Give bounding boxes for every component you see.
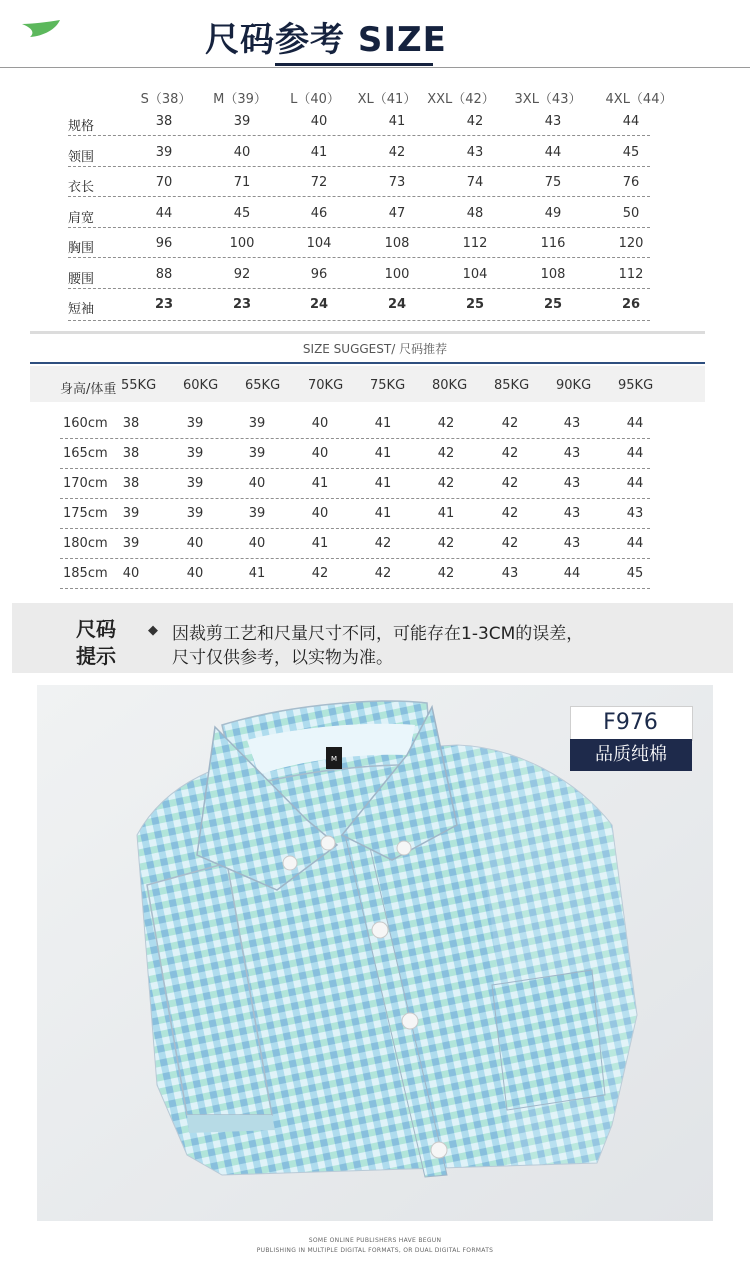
size-cell: 25 [465,297,485,312]
weight-column-header: 60KG [183,378,219,393]
row-divider [60,468,650,469]
suggest-cell: 42 [437,566,455,581]
size-row-label: 规格 [68,119,95,134]
size-cell: 23 [232,297,252,312]
size-column-header: XL（41） [357,92,417,107]
size-cell: 92 [233,267,251,282]
size-cell: 116 [540,236,566,251]
size-cell: 41 [310,145,328,160]
suggest-cell: 42 [501,476,519,491]
size-cell: 72 [310,175,328,190]
suggest-cell: 40 [311,416,329,431]
suggest-cell: 42 [437,536,455,551]
suggest-cell: 41 [311,476,329,491]
shirt-size-tag: M [330,755,338,763]
size-cell: 47 [388,206,406,221]
suggest-cell: 40 [311,446,329,461]
weight-column-header: 80KG [432,378,468,393]
size-cell: 108 [540,267,566,282]
suggest-cell: 42 [437,476,455,491]
suggest-corner-label: 身高/体重 [60,382,117,397]
suggest-cell: 39 [186,416,204,431]
size-column-header: 3XL（43） [514,92,582,107]
size-cell: 108 [384,236,410,251]
row-divider [68,196,650,197]
suggest-cell: 42 [501,536,519,551]
weight-column-header: 90KG [556,378,592,393]
suggest-cell: 38 [122,446,140,461]
size-column-header: L（40） [290,92,340,107]
note-text-line1: 因裁剪工艺和尺量尺寸不同，可能存在1-3CM的误差， [172,624,584,644]
size-cell: 45 [622,145,640,160]
row-divider [60,438,650,439]
suggest-cell: 44 [563,566,581,581]
size-row-label: 肩宽 [68,211,95,226]
suggest-cell: 40 [311,506,329,521]
leaf-logo-icon [22,20,62,38]
size-cell: 88 [155,267,173,282]
size-cell: 42 [388,145,406,160]
title-underline [275,63,433,66]
suggest-cell: 41 [374,446,392,461]
suggest-cell: 38 [122,476,140,491]
row-divider [60,528,650,529]
suggest-cell: 39 [122,536,140,551]
suggest-cell: 40 [248,476,266,491]
note-label-line2: 提示 [76,644,116,668]
suggest-cell: 43 [501,566,519,581]
size-cell: 50 [622,206,640,221]
row-divider [68,166,650,167]
height-row-label: 185cm [63,566,108,581]
suggest-cell: 42 [501,506,519,521]
weight-column-header: 55KG [121,378,157,393]
suggest-cell: 42 [374,566,392,581]
size-cell: 24 [309,297,329,312]
note-label-line1: 尺码 [76,617,116,641]
size-row-label: 短袖 [68,302,95,317]
suggest-cell: 42 [311,566,329,581]
row-divider [60,558,650,559]
size-cell: 41 [388,114,406,129]
size-cell: 23 [154,297,174,312]
row-divider [68,135,650,136]
size-cell: 76 [622,175,640,190]
suggest-cell: 41 [437,506,455,521]
size-row-label: 胸围 [68,241,95,256]
suggest-cell: 44 [626,536,644,551]
size-cell: 43 [466,145,484,160]
row-divider [68,257,650,258]
suggest-cell: 41 [374,506,392,521]
size-cell: 40 [310,114,328,129]
section-divider [30,331,705,334]
suggest-cell: 43 [563,446,581,461]
size-cell: 49 [544,206,562,221]
suggest-cell: 42 [374,536,392,551]
size-cell: 112 [462,236,488,251]
diamond-bullet-icon: ◆ [148,623,158,638]
size-cell: 44 [544,145,562,160]
size-cell: 44 [622,114,640,129]
size-cell: 71 [233,175,251,190]
suggest-cell: 41 [374,416,392,431]
row-divider [68,320,650,321]
size-column-header: 4XL（44） [605,92,673,107]
height-row-label: 160cm [63,416,108,431]
suggest-cell: 42 [501,446,519,461]
suggest-cell: 39 [186,506,204,521]
size-cell: 96 [310,267,328,282]
size-cell: 24 [387,297,407,312]
size-cell: 75 [544,175,562,190]
suggest-cell: 39 [122,506,140,521]
suggest-cell: 39 [186,446,204,461]
suggest-cell: 41 [248,566,266,581]
suggest-cell: 38 [122,416,140,431]
suggest-cell: 43 [626,506,644,521]
size-cell: 104 [462,267,488,282]
page-title: 尺码参考 SIZE [205,20,447,60]
size-column-header: S（38） [140,92,192,107]
suggest-cell: 40 [122,566,140,581]
suggest-cell: 42 [437,446,455,461]
row-divider [60,588,650,589]
height-row-label: 170cm [63,476,108,491]
suggest-cell: 44 [626,416,644,431]
height-row-label: 175cm [63,506,108,521]
size-cell: 104 [306,236,332,251]
size-cell: 96 [155,236,173,251]
height-row-label: 180cm [63,536,108,551]
size-cell: 48 [466,206,484,221]
size-cell: 46 [310,206,328,221]
footer-line1: SOME ONLINE PUBLISHERS HAVE BEGUN [308,1237,442,1244]
suggest-cell: 45 [626,566,644,581]
size-cell: 44 [155,206,173,221]
suggest-cell: 39 [186,476,204,491]
size-cell: 40 [233,145,251,160]
suggest-cell: 41 [374,476,392,491]
header-divider [0,67,750,68]
size-cell: 120 [618,236,644,251]
size-cell: 26 [621,297,641,312]
weight-column-header: 95KG [618,378,654,393]
size-cell: 38 [155,114,173,129]
size-row-label: 腰围 [68,272,95,287]
quality-badge: 品质纯棉 [570,739,692,771]
suggest-cell: 40 [186,536,204,551]
size-cell: 42 [466,114,484,129]
suggest-cell: 41 [311,536,329,551]
suggest-cell: 44 [626,476,644,491]
note-text-line2: 尺寸仅供参考，以实物为准。 [172,648,393,668]
size-cell: 73 [388,175,406,190]
weight-column-header: 75KG [370,378,406,393]
row-divider [68,288,650,289]
size-column-header: XXL（42） [427,92,495,107]
suggest-cell: 43 [563,476,581,491]
suggest-cell: 40 [248,536,266,551]
size-row-label: 领围 [68,150,95,165]
height-row-label: 165cm [63,446,108,461]
size-row-label: 衣长 [68,180,95,195]
size-cell: 43 [544,114,562,129]
size-cell: 112 [618,267,644,282]
size-cell: 39 [233,114,251,129]
size-cell: 100 [229,236,255,251]
weight-column-header: 65KG [245,378,281,393]
size-cell: 74 [466,175,484,190]
suggest-cell: 40 [186,566,204,581]
suggest-cell: 43 [563,506,581,521]
suggest-cell: 42 [501,416,519,431]
suggest-cell: 39 [248,506,266,521]
row-divider [68,227,650,228]
size-cell: 70 [155,175,173,190]
size-cell: 39 [155,145,173,160]
suggest-cell: 44 [626,446,644,461]
size-column-header: M（39） [213,92,267,107]
suggest-cell: 43 [563,416,581,431]
suggest-cell: 39 [248,416,266,431]
row-divider [60,498,650,499]
size-cell: 45 [233,206,251,221]
suggest-title: SIZE SUGGEST/ 尺码推荐 [302,342,448,356]
weight-column-header: 85KG [494,378,530,393]
suggest-cell: 43 [563,536,581,551]
product-code: F976 [603,710,658,735]
weight-column-header: 70KG [308,378,344,393]
size-cell: 25 [543,297,563,312]
size-cell: 100 [384,267,410,282]
footer-line2: PUBLISHING IN MULTIPLE DIGITAL FORMATS, OR DUAL DIGITAL FORMATS [256,1247,494,1254]
suggest-divider [30,362,705,364]
suggest-cell: 42 [437,416,455,431]
suggest-cell: 39 [248,446,266,461]
